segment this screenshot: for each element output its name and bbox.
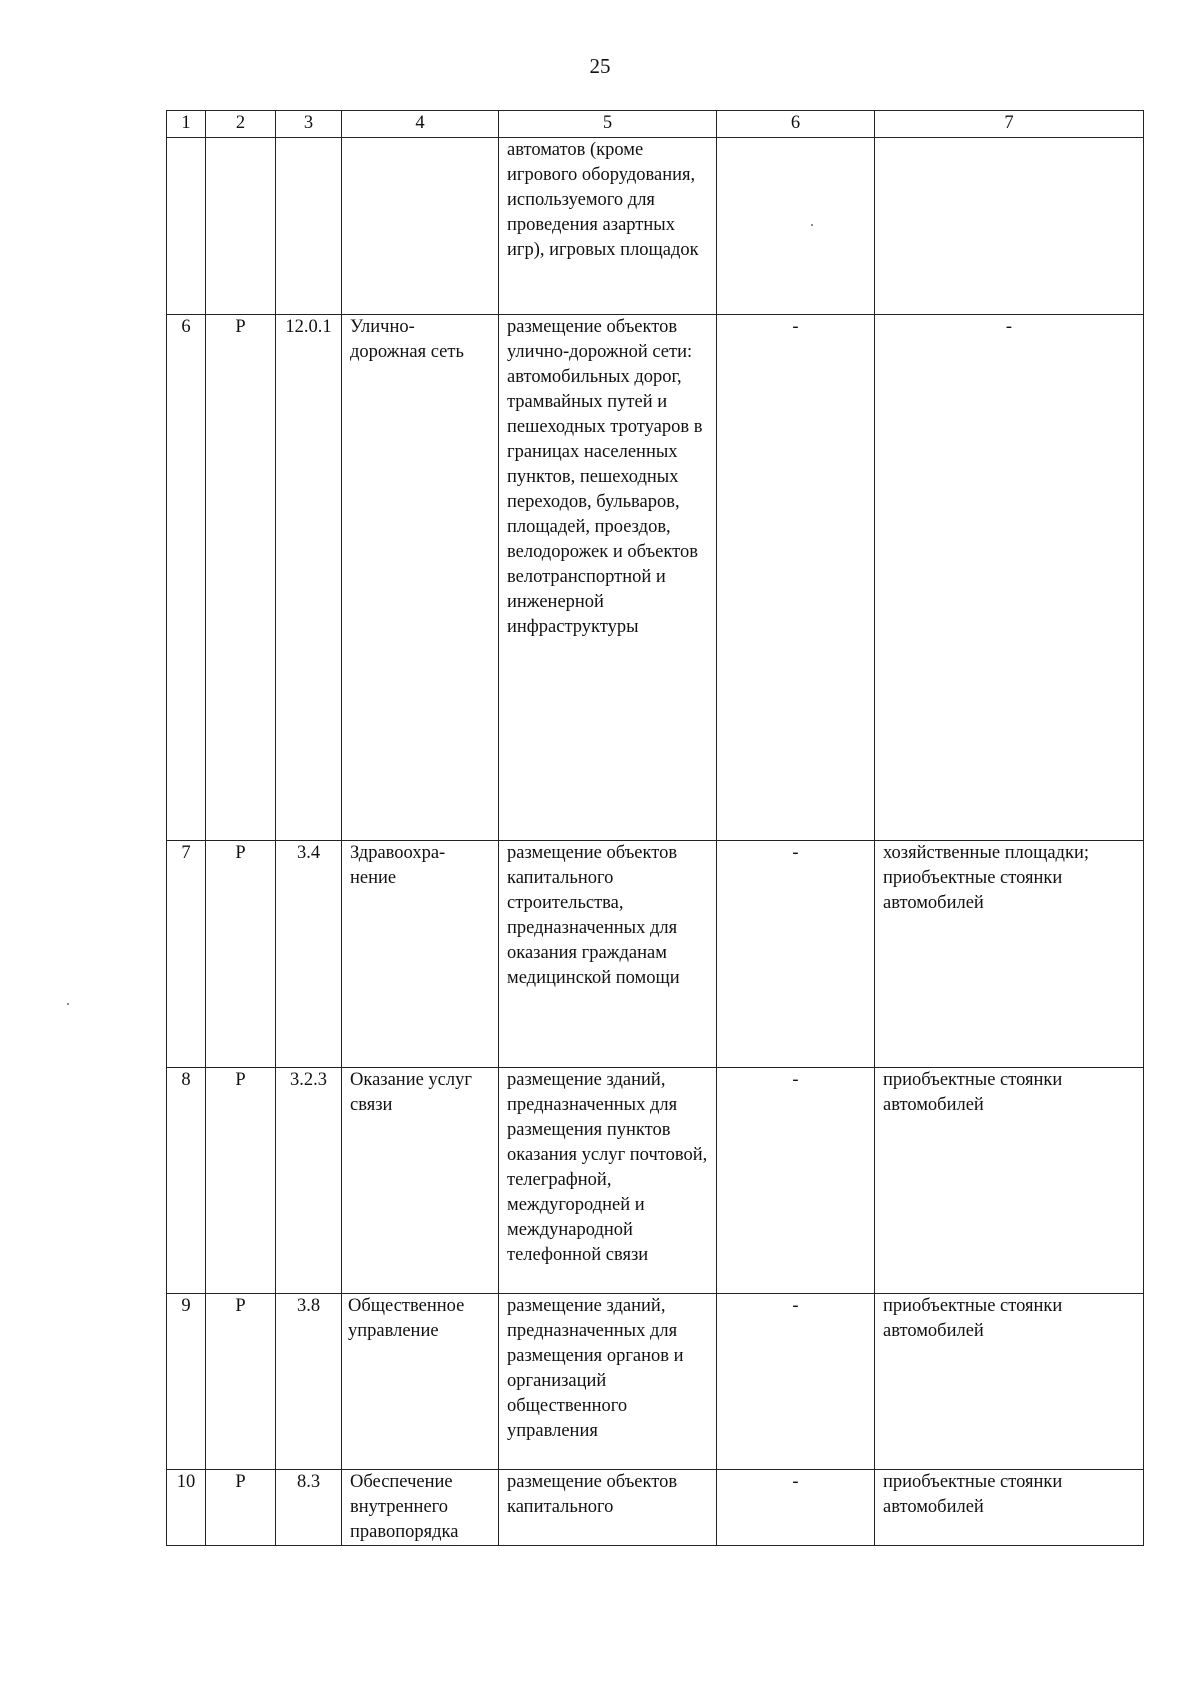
row-number: 7 — [167, 841, 206, 1068]
conditional-use: - — [717, 841, 875, 1068]
auxiliary-use — [875, 138, 1144, 315]
auxiliary-use: приобъектные стоянки автомобилей — [875, 1470, 1144, 1546]
conditional-use: - — [717, 1294, 875, 1470]
table-row — [167, 1470, 1144, 1546]
table-row — [167, 1068, 1144, 1294]
use-type-name: Оказание услуг связи — [342, 1068, 499, 1294]
zone-code: Р — [206, 1470, 276, 1546]
zone-code — [206, 138, 276, 315]
conditional-use: - — [717, 1068, 875, 1294]
zone-code: Р — [206, 315, 276, 841]
table-row — [167, 841, 1144, 1068]
land-use-table — [166, 110, 1144, 1546]
use-type-name: Обеспечение внутреннего правопорядка — [342, 1470, 499, 1546]
scan-speck — [67, 1003, 69, 1005]
use-description: размещение объектов улично-дорожной сети: автомобильных дорог, трамвайных путей и пешеходных тротуаров в границах населенных пунктов, пешеходных переходов, бульваров, площадей, проездов, велодорожек и объектов велотранспортной и инженерной инфраструктуры — [499, 315, 717, 841]
zone-code: Р — [206, 841, 276, 1068]
row-number — [167, 138, 206, 315]
row-number: 9 — [167, 1294, 206, 1470]
scan-speck — [811, 224, 813, 226]
classifier-code: 3.4 — [276, 841, 342, 1068]
column-header-3: 3 — [276, 111, 342, 138]
zone-code: Р — [206, 1294, 276, 1470]
classifier-code: 8.3 — [276, 1470, 342, 1546]
use-description: размещение объектов капитального строительства, предназначенных для оказания гражданам медицинской помощи — [499, 841, 717, 1068]
auxiliary-use: приобъектные стоянки автомобилей — [875, 1068, 1144, 1294]
classifier-code: 3.8 — [276, 1294, 342, 1470]
row-number: 10 — [167, 1470, 206, 1546]
table-row — [167, 1294, 1144, 1470]
column-header-7: 7 — [875, 111, 1144, 138]
row-number: 8 — [167, 1068, 206, 1294]
conditional-use — [717, 138, 875, 315]
column-header-4: 4 — [342, 111, 499, 138]
table-row — [167, 138, 1144, 315]
column-header-6: 6 — [717, 111, 875, 138]
header-row — [167, 111, 1144, 138]
page-number: 25 — [589, 54, 611, 78]
classifier-code: 3.2.3 — [276, 1068, 342, 1294]
use-type-name: Общественное управление — [342, 1294, 499, 1470]
use-description: размещение зданий, предназначенных для размещения органов и организаций общественного управления — [499, 1294, 717, 1470]
zone-code: Р — [206, 1068, 276, 1294]
use-type-name: Здравоохра-нение — [342, 841, 499, 1068]
classifier-code — [276, 138, 342, 315]
auxiliary-use: приобъектные стоянки автомобилей — [875, 1294, 1144, 1470]
row-number: 6 — [167, 315, 206, 841]
column-header-2: 2 — [206, 111, 276, 138]
use-description: размещение зданий, предназначенных для размещения пунктов оказания услуг почтовой, телеграфной, междугородней и международной телефонной связи — [499, 1068, 717, 1294]
use-description: размещение объектов капитального — [499, 1470, 717, 1546]
column-header-5: 5 — [499, 111, 717, 138]
use-type-name: Улично-дорожная сеть — [342, 315, 499, 841]
auxiliary-use: - — [875, 315, 1144, 841]
use-type-name — [342, 138, 499, 315]
conditional-use: - — [717, 315, 875, 841]
conditional-use: - — [717, 1470, 875, 1546]
use-description: автоматов (кроме игрового оборудования, используемого для проведения азартных игр), игровых площадок — [499, 138, 717, 315]
classifier-code: 12.0.1 — [276, 315, 342, 841]
table-row — [167, 315, 1144, 841]
column-header-1: 1 — [167, 111, 206, 138]
auxiliary-use: хозяйственные площадки; приобъектные стоянки автомобилей — [875, 841, 1144, 1068]
